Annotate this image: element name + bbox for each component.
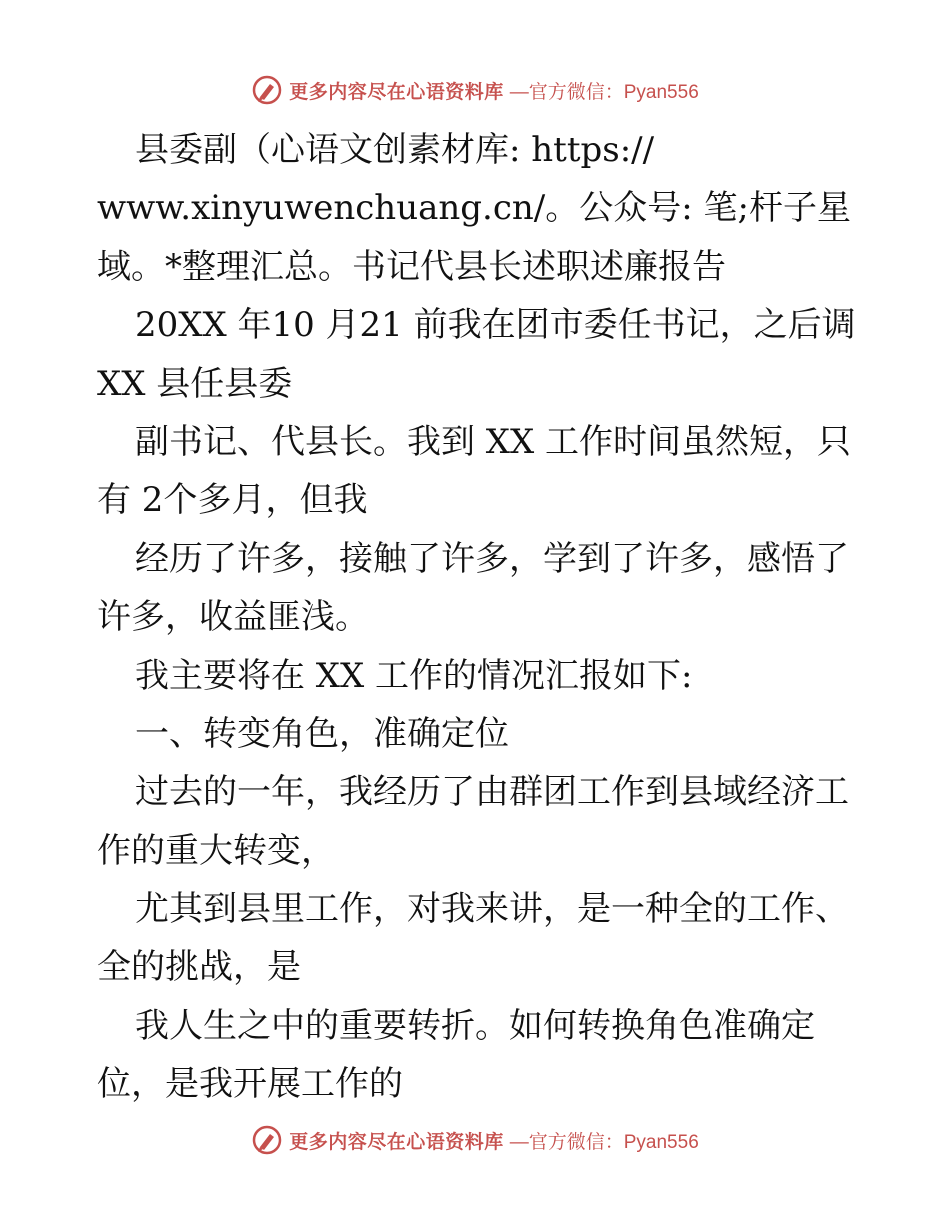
body-line: 20XX 年10 月21 前我在团市委任书记，之后调 bbox=[135, 305, 856, 346]
footer-wechat-text: —官方微信：Pyan556 bbox=[509, 1131, 699, 1153]
body-line: 我主要将在 XX 工作的情况汇报如下: bbox=[135, 655, 693, 696]
body-line: 位，是我开展工作的 bbox=[97, 1064, 403, 1105]
body-line: 许多，收益匪浅。 bbox=[97, 597, 369, 638]
body-line: 尤其到县里工作，对我来讲，是一种全的工作、 bbox=[135, 889, 849, 930]
header-wechat-text: —官方微信：Pyan556 bbox=[509, 81, 699, 103]
pen-logo-icon bbox=[251, 74, 283, 106]
header-promo-text: 更多内容尽在心语资料库 bbox=[289, 80, 504, 103]
body-line: 我人生之中的重要转折。如何转换角色准确定 bbox=[135, 1005, 815, 1046]
document-body bbox=[97, 121, 857, 1114]
section-heading: 一、转变角色，准确定位 bbox=[135, 713, 509, 754]
body-line: 副书记、代县长。我到 XX 工作时间虽然短，只 bbox=[135, 421, 852, 462]
body-line: 作的重大转变， bbox=[97, 830, 335, 871]
body-line: 县委副（心语文创素材库: https:// bbox=[135, 130, 655, 170]
body-line: 有 2个多月，但我 bbox=[97, 480, 368, 521]
body-line: 全的挑战，是 bbox=[97, 947, 301, 988]
footer-banner bbox=[0, 1120, 950, 1160]
body-line: www.xinyuwenchuang.cn/。公众号: 笔;杆子星 bbox=[97, 188, 851, 229]
body-line: 过去的一年，我经历了由群团工作到县域经济工 bbox=[135, 772, 849, 813]
pen-logo-icon bbox=[251, 1124, 283, 1156]
body-line: XX 县任县委 bbox=[97, 363, 293, 404]
header-banner bbox=[0, 70, 950, 110]
body-line: 经历了许多，接触了许多，学到了许多，感悟了 bbox=[135, 538, 849, 579]
body-line: 域。*整理汇总。书记代县长述职述廉报告 bbox=[97, 246, 726, 287]
footer-promo-text: 更多内容尽在心语资料库 bbox=[289, 1130, 504, 1153]
